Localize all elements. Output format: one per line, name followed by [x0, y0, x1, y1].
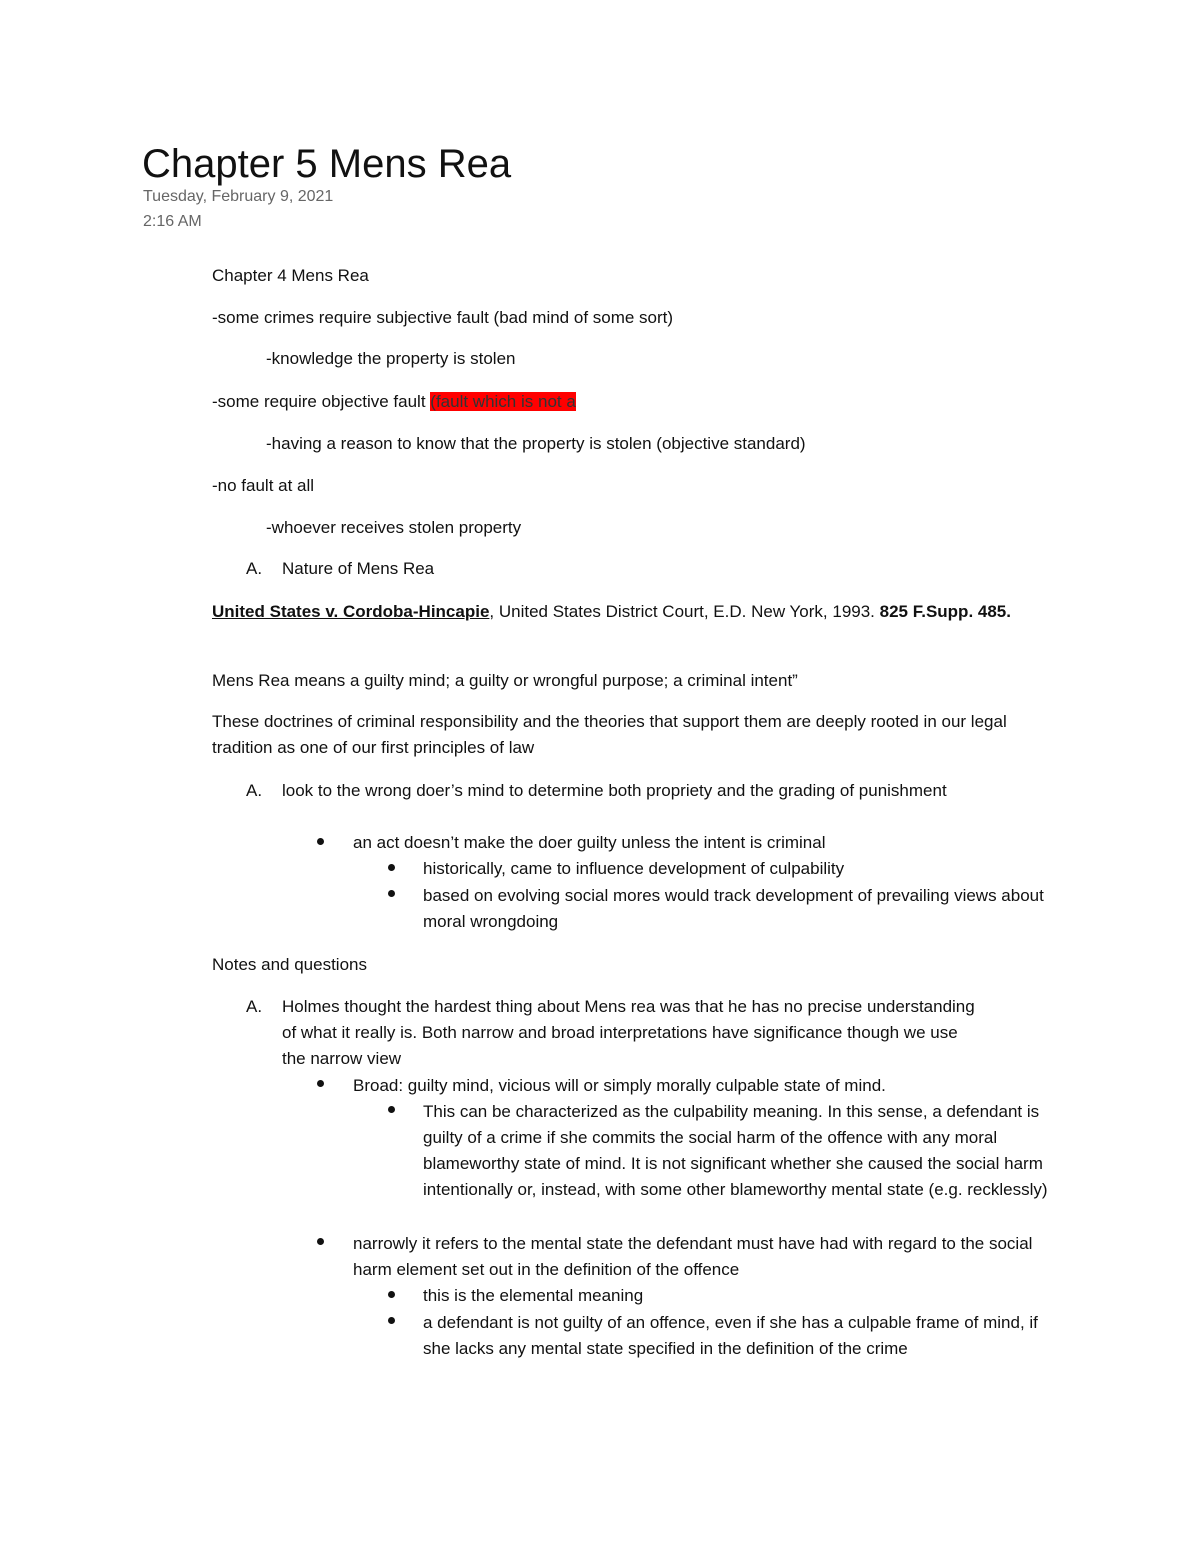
list-item: based on evolving social mores would track development of prevailing views about moral wrongdoing — [423, 886, 1044, 931]
list-item: Broad: guilty mind, vicious will or simply morally culpable state of mind. — [353, 1076, 886, 1095]
doctrine-paragraph: These doctrines of criminal responsibility and the theories that support them are deeply rooted in our legal tradition as one of our first principles of law — [212, 712, 1007, 757]
subtitle: Chapter 4 Mens Rea — [212, 266, 369, 285]
knowledge-line: -knowledge the property is stolen — [266, 349, 516, 368]
bullet-icon — [317, 1080, 324, 1087]
reason-to-know-line: -having a reason to know that the property is stolen (objective standard) — [266, 434, 806, 453]
objective-fault-line — [212, 389, 576, 415]
list-marker: A. — [246, 781, 263, 800]
list-marker: A. — [246, 997, 263, 1016]
bullet-icon — [388, 1317, 395, 1324]
stolen-property-line: -whoever receives stolen property — [266, 518, 522, 537]
section-heading: Nature of Mens Rea — [282, 559, 435, 578]
list-item: look to the wrong doer’s mind to determine both propriety and the grading of punishment — [282, 781, 947, 800]
list-marker: A. — [246, 559, 263, 578]
time-stamp: 2:16 AM — [143, 213, 202, 230]
list-item: this is the elemental meaning — [423, 1286, 644, 1305]
objective-fault-text: -some require objective fault — [212, 392, 431, 411]
list-item: Holmes thought the hardest thing about Mens rea was that he has no precise understanding of what it really is. Both narrow and broad interpretations have significance though we use the narrow view — [282, 997, 975, 1068]
bullet-icon — [388, 1106, 395, 1113]
highlighted-text: (fault which is not a — [430, 392, 576, 411]
list-item: a defendant is not guilty of an offence, even if she has a culpable frame of mind, if she lacks any mental state specified in the definition of the crime — [423, 1313, 1038, 1358]
no-fault-line: -no fault at all — [212, 476, 315, 495]
list-item: This can be characterized as the culpability meaning. In this sense, a defendant is guilty of a crime if she commits the social harm of the offence with any moral blameworthy state of mind. It is not significant whether she caused the social harm intentionally or, instead, with some other blameworthy mental state (e.g. recklessly) — [423, 1102, 1048, 1199]
bullet-icon — [317, 1238, 324, 1245]
case-name: United States v. Cordoba-Hincapie — [212, 602, 490, 621]
bullet-icon — [388, 1291, 395, 1298]
definition-paragraph: Mens Rea means a guilty mind; a guilty or wrongful purpose; a criminal intent” — [212, 671, 798, 690]
bullet-icon — [388, 890, 395, 897]
page-title: Chapter 5 Mens Rea — [142, 142, 512, 186]
list-item: an act doesn’t make the doer guilty unless the intent is criminal — [353, 833, 826, 852]
case-reporter: 825 F.Supp. 485. — [879, 602, 1011, 621]
notes-heading: Notes and questions — [212, 955, 367, 974]
list-item: narrowly it refers to the mental state the defendant must have had with regard to the social harm element set out in the definition of the offence — [353, 1234, 1033, 1279]
list-item: historically, came to influence development of culpability — [423, 859, 845, 878]
subjective-fault-line: -some crimes require subjective fault (bad mind of some sort) — [212, 308, 674, 327]
case-citation — [212, 599, 1032, 625]
case-court: , United States District Court, E.D. New York, 1993. — [489, 602, 880, 621]
bullet-icon — [388, 864, 395, 871]
bullet-icon — [317, 838, 324, 845]
date-stamp: Tuesday, February 9, 2021 — [143, 188, 334, 205]
